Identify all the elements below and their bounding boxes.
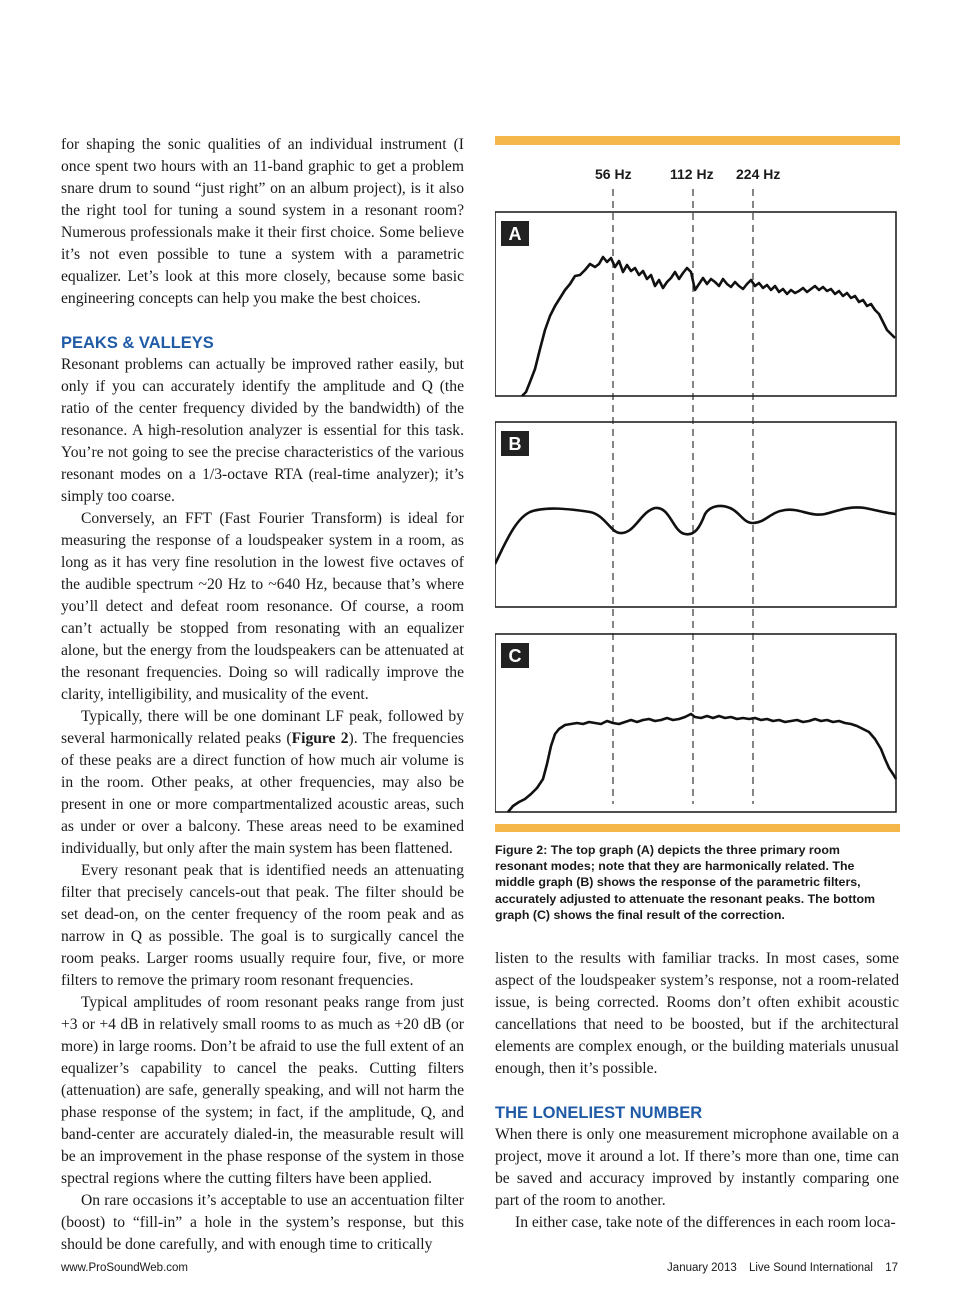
freq-label-56hz: 56 Hz	[595, 166, 632, 182]
right-column	[495, 948, 899, 1234]
graph-a-response-curve	[522, 257, 895, 396]
frequency-markers	[613, 189, 753, 804]
paragraph: for shaping the sonic qualities of an individual instrument (I once spent two hours with an 11-band graphic to get a problem snare drum to sound “just right” on an album project), is it also the right tool for tuning a sound system in a resonant room? Numerous professionals make it their first choice. Some believe it’s not even possible to tune a system with a parametric equalizer. Let’s look at this more closely, because some basic engineering concepts can help you make the best choices.	[61, 136, 464, 307]
graph-b-frame	[495, 422, 896, 607]
footer-right	[658, 1262, 898, 1274]
graph-c-frame	[495, 634, 896, 812]
accent-bar-top	[495, 136, 900, 145]
graph-a-label: A	[508, 224, 522, 244]
section-heading-loneliest-number: THE LONELIEST NUMBER	[495, 1104, 703, 1122]
accent-bar-bottom	[495, 824, 900, 832]
paragraph: When there is only one measurement microphone available on a project, move it around a lot. If there’s more than one, time can be saved and accuracy improved by instantly comparing one part of the room to another.	[495, 1126, 899, 1209]
text-run: Typically, there will be one dominant LF peak, followed by several harmonically related peaks (	[61, 708, 464, 747]
paragraph: In either case, take note of the differences in each room loca-	[515, 1214, 896, 1231]
text-run: ). The frequencies of these peaks are a direct function of how much air volume is in the room. Other peaks, at other frequencies, may also be present in one or more compartmentalized acoustic areas, such as under or over a balcony. These areas need to be examined individually, but only after the main system has been flattened.	[61, 730, 464, 857]
figure-reference: Figure 2	[291, 730, 349, 747]
graph-b-filter-curve	[495, 506, 896, 564]
freq-label-112hz: 112 Hz	[670, 166, 714, 182]
page-footer	[61, 1262, 898, 1278]
graph-b-label: B	[508, 434, 522, 454]
freq-label-224hz: 224 Hz	[736, 166, 781, 182]
section-heading-peaks-valleys: PEAKS & VALLEYS	[61, 334, 214, 352]
paragraph: Conversely, an FFT (Fast Fourier Transform) is ideal for measuring the response of a loudspeaker system in a room, as long as it has very fine resolution in the lowest five octaves of the audible spectrum ~20 Hz to ~640 Hz, because that’s where you’ll detect and defeat room resonance. Of course, a room can’t actually be stopped from resonating with an equalizer alone, but the energy from the loudspeakers can be attenuated at the resonant frequencies. Doing so will radically improve the clarity, intelligibility, and musicality of the event.	[61, 510, 464, 703]
graph-c-corrected-curve	[508, 714, 896, 812]
page-number: 17	[885, 1262, 898, 1274]
paragraph: Resonant problems can actually be improved rather easily, but only if you can accurately identify the amplitude and Q (the ratio of the center frequency divided by the bandwidth) of the resonance. A high-resolution analyzer is essential for this task. You’re not going to see the precise characteristics of the various resonant modes on a 1/3-octave RTA (real-time analyzer); it’s simply too coarse.	[61, 356, 464, 505]
paragraph: Every resonant peak that is identified needs an attenuating filter that precisely cancels-out that peak. The filter should be set dead-on, on the center frequency of the room peak and as narrow in Q as possible. The goal is to surgically cancel the room peaks. Larger rooms usually require four, five, or more filters to remove the primary room resonant frequencies.	[61, 862, 464, 989]
footer-issue: January 2013	[667, 1262, 737, 1274]
footer-publication: Live Sound International	[748, 1262, 873, 1274]
paragraph: listen to the results with familiar tracks. In most cases, some aspect of the loudspeaker system’s response, not a room-related issue, is being corrected. Rooms don’t often exhibit acoustic cancellations that need to be boosted, but if the architectural elements are complex enough, or the building materials unusual enough, then it’s possible.	[495, 950, 899, 1077]
paragraph	[61, 706, 464, 860]
graph-c-label: C	[508, 646, 522, 666]
figure-caption: Figure 2: The top graph (A) depicts the three primary room resonant modes; note that they are harmonically related. The middle graph (B) shows the response of the parametric filters, accurately adjusted to attenuate the resonant peaks. The bottom graph (C) shows the final result of the correction.	[495, 843, 876, 922]
paragraph: On rare occasions it’s acceptable to use an accentuation filter (boost) to “fill-in” a hole in the system’s response, but this should be done carefully, and with enough time to critically	[61, 1192, 464, 1253]
footer-url-link[interactable]: www.ProSoundWeb.com	[61, 1262, 188, 1274]
figure-2-graphs	[495, 134, 900, 834]
paragraph: Typical amplitudes of room resonant peaks range from just +3 or +4 dB in relatively small rooms to as much as +20 dB (or more) in large rooms. Don’t be afraid to use the full extent of an equalizer’s capability to cancel the peaks. Cutting filters (attenuation) are safe, generally speaking, and will not harm the phase response of the system; in fact, if the amplitude, Q, and band-center are accurately dialed-in, the measurable result will be an improvement in the phase response of the system in those spectral regions where the cutting filters have been applied.	[61, 994, 464, 1187]
left-column	[61, 134, 464, 1256]
